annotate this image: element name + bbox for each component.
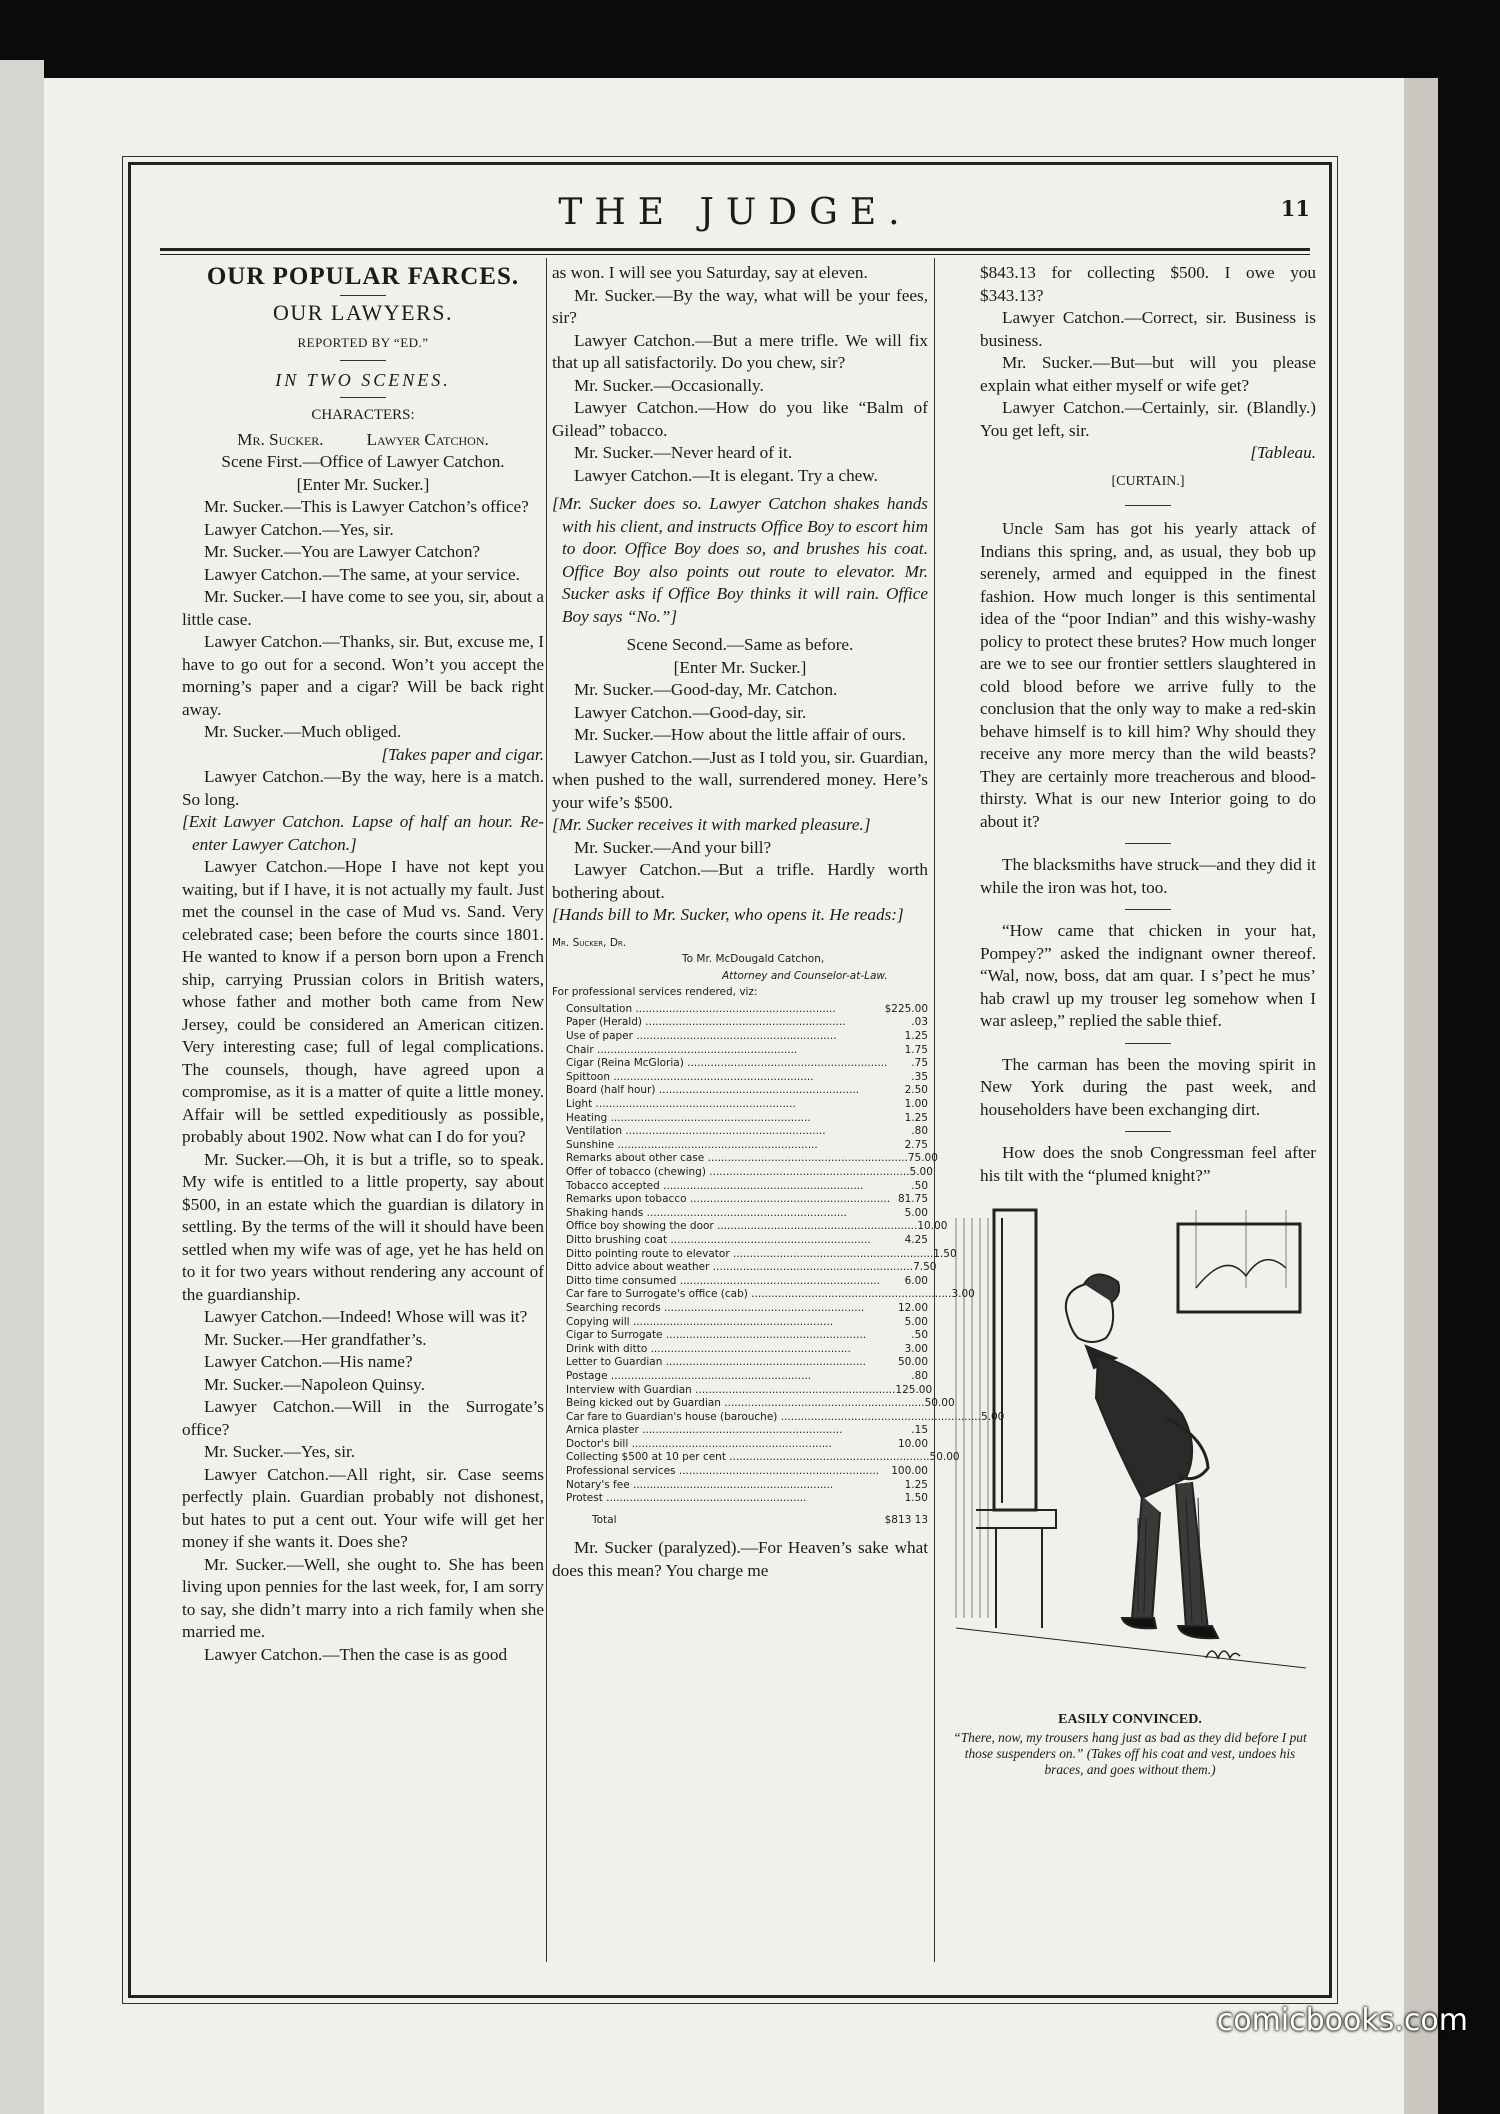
editorial-paragraph: The blacksmiths have struck—and they did it while the iron was hot, too. <box>980 855 1316 897</box>
cartoon-illustration <box>946 1198 1314 1706</box>
dialogue: Mr. Sucker.—Never heard of it. <box>574 443 793 462</box>
bill-row <box>566 1479 928 1493</box>
dialogue: Lawyer Catchon.—Certainly, sir. (Blandly.) You get left, sir. <box>980 398 1316 440</box>
stage-direction: [Hands bill to Mr. Sucker, who opens it. He reads:] <box>552 905 904 924</box>
bill-item-amount: 4.25 <box>904 1233 928 1246</box>
bill-item-label: Office boy showing the door ............................................................ <box>566 1220 918 1233</box>
bill-item-amount: 3.00 <box>904 1342 928 1355</box>
bill-item-amount: .03 <box>911 1016 928 1029</box>
dialogue: Mr. Sucker.—How about the little affair of ours. <box>574 725 906 744</box>
bill-debtor: Mr. Sucker, Dr. <box>552 936 627 949</box>
bill-item-label: Consultation ............................................................ <box>566 1002 836 1015</box>
bill-item-amount: 5.00 <box>904 1206 928 1219</box>
divider <box>1125 505 1171 506</box>
bill-item-amount: 10.00 <box>917 1220 948 1233</box>
column-divider <box>934 258 935 1962</box>
bill-item-amount: 10.00 <box>897 1437 928 1450</box>
bill-row <box>566 1465 928 1479</box>
bill-row <box>566 1207 928 1221</box>
bill-item-label: Interview with Guardian ............................................................ <box>566 1383 896 1396</box>
bill-row <box>566 1003 928 1017</box>
editorial-paragraph: Uncle Sam has got his yearly attack of Indians this spring, and, as usual, they bob up serenely, armed and equipped in the finest fashion. How much longer is this sentimental idea of the “poor Indian” and this wishy-washy policy to protect these brutes? How much longer are we to see our frontier settlers slaughtered in cold blood before we arrive fully to the conclusion that the only way to make a red-skin behave himself is to kill him? Why should they receive any more mercy than the wild beasts? They are certainly more treacherous and blood-thirsty. What is our new Interior going to do about it? <box>980 519 1316 831</box>
next-page-edge <box>1404 78 1438 2114</box>
dialogue: Mr. Sucker.—Her grandfather’s. <box>204 1329 427 1349</box>
bill-row <box>566 1288 975 1302</box>
bill-item-label: Postage ............................................................ <box>566 1369 812 1382</box>
bill-row <box>566 1261 937 1275</box>
bill-item-label: Paper (Herald) ............................................................ <box>566 1016 846 1029</box>
column-1 <box>182 262 544 1666</box>
dialogue: Mr. Sucker.—Oh, it is but a trifle, so to speak. My wife is entitled to a little property, say about $500, in an estate which the guardian is dilatory in settling. By the terms of the will it should have been settled when my wife was of age, yet he has held on to it for two years without rendering any account of the guardianship. <box>182 1149 544 1304</box>
dialogue: as won. I will see you Saturday, say at eleven. <box>552 263 868 282</box>
bill-item-label: Use of paper ............................................................ <box>566 1030 837 1043</box>
bill-item-label: Remarks upon tobacco ............................................................ <box>566 1193 891 1206</box>
bill-item-amount: 12.00 <box>897 1301 928 1314</box>
bill-row <box>566 1057 928 1071</box>
dialogue: Lawyer Catchon.—Good-day, sir. <box>574 702 807 722</box>
bill-row <box>566 1044 928 1058</box>
bill-total-row <box>552 1514 928 1528</box>
bill-item-label: Ditto pointing route to elevator ............................................................ <box>566 1247 934 1260</box>
bill-item-amount: 1.50 <box>933 1247 957 1260</box>
dialogue: Lawyer Catchon.—All right, sir. Case seems perfectly plain. Guardian probably not dishonest, but hates to put a cent out. Your wife will get her money if she wants it. Does she? <box>182 1464 544 1551</box>
bill-item-amount: 1.25 <box>904 1478 928 1491</box>
bill-item-label: Ditto time consumed ............................................................ <box>566 1274 880 1287</box>
masthead <box>160 188 1310 238</box>
bill-item-label: Notary's fee ............................................................ <box>566 1478 834 1491</box>
dialogue: Mr. Sucker.—Occasionally. <box>574 375 764 395</box>
bill-row <box>566 1193 928 1207</box>
bill-item-label: Board (half hour) ............................................................ <box>566 1084 860 1097</box>
bill-item-amount: 1.25 <box>904 1030 928 1043</box>
bill-row <box>566 1071 928 1085</box>
bill-row <box>566 1451 960 1465</box>
editorial-paragraph: How does the snob Congressman feel after his tilt with the “plumed knight?” <box>980 1143 1316 1185</box>
bill-row <box>566 1438 928 1452</box>
bill-item-label: Light ............................................................ <box>566 1098 796 1111</box>
dialogue: Lawyer Catchon.—Thanks, sir. But, excuse me, I have to go out for a second. Won’t you accept the morning’s paper and a cigar? Will be back right away. <box>182 632 544 719</box>
bill-item-amount: 2.75 <box>904 1138 928 1151</box>
bill-row <box>566 1098 928 1112</box>
bill-item-amount: .50 <box>911 1179 928 1192</box>
dialogue: Mr. Sucker (paralyzed).—For Heaven’s sake what does this mean? You charge me <box>552 1538 928 1580</box>
dialogue: Mr. Sucker.—Napoleon Quinsy. <box>204 1374 425 1394</box>
bill-item-amount: 2.50 <box>904 1084 928 1097</box>
bill-item-amount: 1.50 <box>904 1492 928 1505</box>
dialogue: Lawyer Catchon.—His name? <box>204 1352 413 1371</box>
stage-direction: [Mr. Sucker does so. Lawyer Catchon shakes hands with his client, and instructs Office Boy to escort him to door. Office Boy does so, and brushes his coat. Office Boy also points out route to elevator. Mr. Sucker asks if Office Boy thinks it will rain. Office Boy says “No.”] <box>552 494 928 626</box>
bill-item-label: Cigar to Surrogate ............................................................ <box>566 1329 867 1342</box>
bill-item-amount: 5.00 <box>980 1410 1005 1423</box>
bill-row <box>566 1424 928 1438</box>
divider <box>1125 1131 1171 1132</box>
bill-item-amount: 1.75 <box>904 1043 928 1056</box>
bill-to: To Mr. McDougald Catchon, <box>682 953 825 966</box>
bill-item-label: Copying will ............................................................ <box>566 1315 834 1328</box>
dialogue: Mr. Sucker.—But—but will you please explain what either myself or wife get? <box>980 353 1316 395</box>
dialogue: Mr. Sucker.—Much obliged. <box>204 722 402 741</box>
bill-row <box>566 1139 928 1153</box>
dialogue: Lawyer Catchon.—The same, at your service. <box>204 564 520 584</box>
bill-item-amount: .75 <box>911 1057 928 1070</box>
dialogue: Lawyer Catchon.—By the way, here is a match. So long. <box>182 767 544 809</box>
previous-page-edge <box>0 60 44 2114</box>
bill-item-amount: 75.00 <box>907 1152 938 1165</box>
bill-item-amount: .80 <box>911 1125 928 1138</box>
dialogue: Lawyer Catchon.—Will in the Surrogate’s office? <box>182 1397 544 1439</box>
bill-item-label: Remarks about other case ............................................................ <box>566 1152 908 1165</box>
dialogue: Mr. Sucker.—I have come to see you, sir, about a little case. <box>182 587 544 629</box>
dialogue: Mr. Sucker.—And your bill? <box>574 837 772 857</box>
bill-total-label: Total <box>592 1513 617 1526</box>
divider <box>340 397 386 398</box>
bill-item-amount: .50 <box>911 1329 928 1342</box>
bill-item-label: Searching records ............................................................ <box>566 1301 865 1314</box>
scene-heading: Scene Second.—Same as before. <box>626 635 854 654</box>
divider <box>340 360 386 361</box>
dialogue: Lawyer Catchon.—Hope I have not kept you waiting, but if I have, it is not actually my fault. Just met the counsel in the case of Mud vs. Sand. Very celebrated case; been before the courts since 1801. He wanted to know if a person born upon a French ship, carrying Prussian colors in British waters, whose father and mother both came from New Jersey, could be considered an American citizen. Very interesting case; full of legal complications. The counsels, though, have agreed upon a compromise, as it is a matter of quite a little money. Affair will be settled expeditiously as possible, probably about 1902. Now what can I do for you? <box>182 857 544 1146</box>
bill-item-label: Chair ............................................................ <box>566 1043 798 1056</box>
stage-direction: [Takes paper and cigar. <box>381 744 544 764</box>
bill-row <box>566 1343 928 1357</box>
cartoon-caption-block <box>944 1712 1316 1778</box>
bill-item-label: Car fare to Surrogate's office (cab) ............................................................ <box>566 1288 952 1301</box>
bill-row <box>566 1084 928 1098</box>
bill-item-amount: .80 <box>911 1369 928 1382</box>
bill-item-amount: 5.00 <box>904 1315 928 1328</box>
watermark: comicbooks.com <box>1216 2003 1468 2038</box>
bill-item-amount: 100.00 <box>891 1465 928 1478</box>
bill-item-label: Shaking hands ............................................................ <box>566 1206 847 1219</box>
bill-row <box>566 1180 928 1194</box>
bill-item-amount: .15 <box>911 1424 928 1437</box>
divider <box>340 295 386 296</box>
article-headline: OUR POPULAR FARCES. <box>206 263 520 290</box>
bill-item-label: Car fare to Guardian's house (barouche) ............................................................ <box>566 1410 981 1423</box>
cartoon-title: EASILY CONVINCED. <box>1058 1712 1202 1727</box>
bill-row <box>566 1152 938 1166</box>
scene-heading: Scene First.—Office of Lawyer Catchon. <box>221 452 505 471</box>
column-3 <box>980 262 1316 1187</box>
stage-direction: [Enter Mr. Sucker.] <box>296 474 430 494</box>
bill-attorney-title: Attorney and Counselor-at-Law. <box>722 969 888 982</box>
bill-item-label: Cigar (Reina McGloria) ............................................................ <box>566 1057 888 1070</box>
bill-item-label: Spittoon ............................................................ <box>566 1070 814 1083</box>
bill-row <box>566 1016 928 1030</box>
dialogue: Mr. Sucker.—Yes, sir. <box>204 1442 356 1461</box>
bill-row <box>566 1329 928 1343</box>
bill-item-label: Collecting $500 at 10 per cent ............................................................ <box>566 1451 930 1464</box>
bill-item-label: Drink with ditto ............................................................ <box>566 1342 851 1355</box>
byline: REPORTED BY “ED.” <box>297 335 429 350</box>
dialogue: Lawyer Catchon.—It is elegant. Try a chew. <box>574 465 878 485</box>
bill-item-amount: 3.00 <box>951 1288 975 1301</box>
bill-item-amount: 1.00 <box>904 1098 928 1111</box>
curtain: [CURTAIN.] <box>1111 473 1185 489</box>
bill-items <box>552 1002 1005 1506</box>
bill-item-amount: 125.00 <box>895 1383 933 1396</box>
bill-item-label: Ditto brushing coat ............................................................ <box>566 1233 871 1246</box>
bill-item-label: Letter to Guardian ............................................................ <box>566 1356 866 1369</box>
bill-item-amount: 81.75 <box>897 1193 928 1206</box>
bill-item-label: Heating ............................................................ <box>566 1111 811 1124</box>
bill-row <box>566 1030 928 1044</box>
stage-direction: [Mr. Sucker receives it with marked pleasure.] <box>552 815 871 834</box>
bill-item-label: Sunshine ............................................................ <box>566 1138 818 1151</box>
dialogue: Lawyer Catchon.—Then the case is as good <box>204 1644 508 1664</box>
dialogue: Lawyer Catchon.—Indeed! Whose will was it? <box>204 1307 528 1326</box>
bill-row <box>566 1125 928 1139</box>
bill-item-label: Offer of tobacco (chewing) ............................................................ <box>566 1166 910 1178</box>
dialogue: Lawyer Catchon.—But a mere trifle. We will fix that up all satisfactorily. Do you chew, sir? <box>552 330 928 372</box>
bill-row <box>566 1220 948 1234</box>
dialogue: Lawyer Catchon.—Just as I told you, sir. Guardian, when pushed to the wall, surrendered money. Here’s your wife’s $500. <box>552 747 928 812</box>
stage-direction: [Enter Mr. Sucker.] <box>673 657 807 677</box>
dialogue: Lawyer Catchon.—Correct, sir. Business is business. <box>980 308 1316 350</box>
bill-item-label: Tobacco accepted ............................................................ <box>566 1179 864 1192</box>
bill-row <box>566 1410 1005 1425</box>
masthead-title: THE JUDGE. <box>558 192 912 233</box>
stage-direction: [Exit Lawyer Catchon. Lapse of half an hour. Re-enter Lawyer Catchon.] <box>182 812 544 854</box>
bill-item-label: Being kicked out by Guardian ............................................................ <box>566 1397 925 1410</box>
cartoon-caption: “There, now, my trousers hang just as bad as they did before I put those suspenders on.” (Takes off his coat and vest, undoes his braces, and goes without them.) <box>953 1730 1307 1777</box>
bill-item-label: Ditto advice about weather ............................................................ <box>566 1261 914 1274</box>
bill-row <box>566 1112 928 1126</box>
characters-heading: CHARACTERS: <box>311 407 415 423</box>
bill-item-amount: 6.00 <box>904 1274 928 1287</box>
bill-row <box>566 1492 928 1506</box>
bill-total-amount: $813 13 <box>884 1513 928 1526</box>
dialogue: Lawyer Catchon.—Yes, sir. <box>204 519 394 539</box>
bill-item-label: Arnica plaster ............................................................ <box>566 1424 843 1437</box>
divider <box>1125 843 1171 844</box>
bill-item-label: Ventilation ............................................................ <box>566 1125 826 1138</box>
page-number: 11 <box>1280 196 1310 221</box>
dialogue: Mr. Sucker.—This is Lawyer Catchon’s office? <box>204 497 529 516</box>
dialogue: $843.13 for collecting $500. I owe you $343.13? <box>980 263 1316 305</box>
column-divider <box>546 258 547 1962</box>
bill-item-amount: 50.00 <box>929 1451 960 1464</box>
bill-item-label: Professional services ............................................................ <box>566 1465 880 1478</box>
bill-row <box>566 1247 957 1262</box>
bill-item-label: Doctor's bill ............................................................ <box>566 1437 832 1450</box>
dialogue: Lawyer Catchon.—How do you like “Balm of Gilead” tobacco. <box>552 398 928 440</box>
bill-row <box>566 1370 928 1384</box>
dialogue: Mr. Sucker.—By the way, what will be your fees, sir? <box>552 285 928 327</box>
divider <box>1125 1043 1171 1044</box>
bill-item-amount: 7.50 <box>913 1261 937 1274</box>
dialogue: Mr. Sucker.—Well, she ought to. She has been living upon pennies for the last week, for, I am sorry to say, she didn’t marry into a rich family when she married me. <box>182 1554 544 1641</box>
editorial-paragraph: The carman has been the moving spirit in New York during the past week, and householders have been exchanging dirt. <box>980 1054 1316 1119</box>
dialogue: Mr. Sucker.—Good-day, Mr. Catchon. <box>574 680 838 699</box>
bill-item-label: Protest ............................................................ <box>566 1492 807 1505</box>
stage-direction: [Tableau. <box>1250 443 1316 462</box>
column-2 <box>552 262 1005 1582</box>
bill-item-amount: 50.00 <box>897 1356 928 1369</box>
bill-row <box>566 1316 928 1330</box>
editorial-paragraph: “How came that chicken in your hat, Pompey?” asked the indignant owner thereof. “Wal, now, boss, dat am quar. I s’pect he mus’ hab crawl up my trouser leg somehow when I war asleep,” replied the sable thief. <box>980 921 1316 1030</box>
bill-intro: For professional services rendered, viz: <box>552 986 758 999</box>
dialogue: Mr. Sucker.—You are Lawyer Catchon? <box>204 542 481 561</box>
lawyer-bill <box>552 936 1005 1528</box>
bill-row <box>566 1397 955 1411</box>
bill-row <box>566 1166 933 1180</box>
bill-row <box>566 1356 928 1370</box>
bill-row <box>566 1275 928 1289</box>
article-subheadline: OUR LAWYERS. <box>272 299 453 325</box>
dialogue: Lawyer Catchon.—But a trifle. Hardly worth bothering about. <box>552 860 928 902</box>
bill-row <box>566 1302 928 1316</box>
bill-item-amount: 1.25 <box>904 1111 928 1124</box>
masthead-rule <box>160 248 1310 255</box>
man-at-mirror-drawing <box>946 1198 1314 1706</box>
bill-item-amount: .35 <box>911 1070 928 1083</box>
divider <box>1125 909 1171 910</box>
bill-item-amount: $225.00 <box>884 1002 928 1015</box>
bill-row <box>566 1234 928 1248</box>
characters-list: Mr. Sucker. Lawyer Catchon. <box>237 429 489 449</box>
bill-item-amount: 50.00 <box>924 1397 955 1410</box>
scenes-note: IN TWO SCENES. <box>275 369 451 390</box>
bill-item-amount: 5.00 <box>909 1166 933 1178</box>
bill-row <box>566 1383 933 1398</box>
